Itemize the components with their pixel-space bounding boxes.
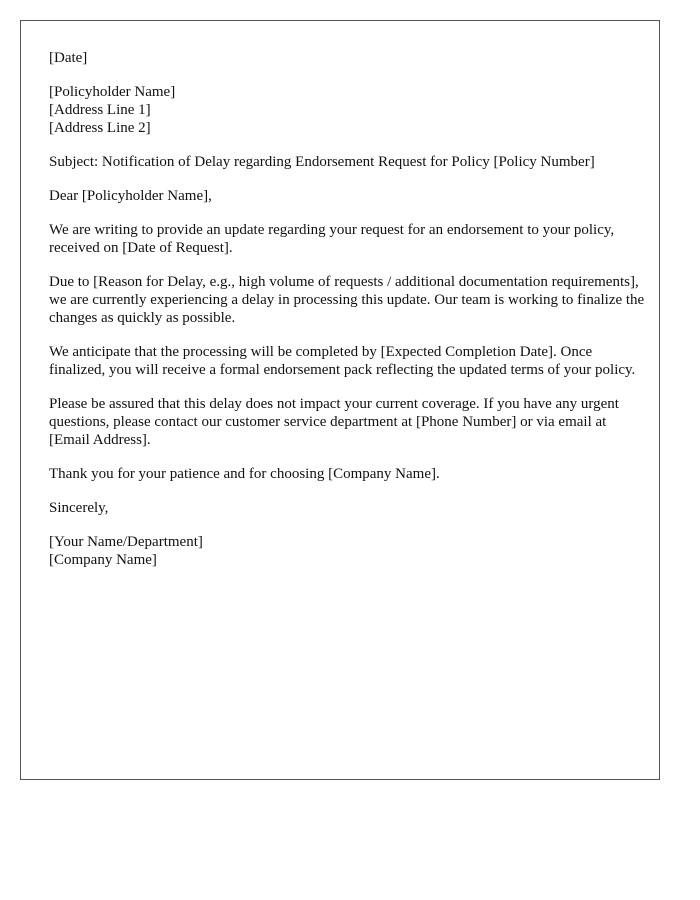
paragraph-expected-completion: We anticipate that the processing will be completed by [Expected Completion Date]. Once finalized, you will receive a formal endorsement pack reflecting the updated terms of your policy.: [49, 344, 636, 378]
letter-page: [20, 20, 660, 780]
paragraph-thank-you: Thank you for your patience and for choosing [Company Name].: [49, 466, 440, 482]
address-line-1: [Address Line 1]: [49, 102, 151, 118]
letter-closing: Sincerely,: [49, 500, 109, 516]
recipient-name: [Policyholder Name]: [49, 84, 176, 100]
signature-name-department: [Your Name/Department]: [49, 534, 203, 550]
signature-block: [49, 533, 649, 569]
letter-date: [Date]: [49, 50, 88, 66]
paragraph-intro: We are writing to provide an update regarding your request for an endorsement to your policy, received on [Date of Request].: [49, 222, 615, 256]
address-line-2: [Address Line 2]: [49, 120, 151, 136]
paragraph-delay-reason: Due to [Reason for Delay, e.g., high volume of requests / additional documentation requirements], we are currently experiencing a delay in processing this update. Our team is working to finalize the changes as quickly as possible.: [49, 274, 645, 326]
recipient-address: [49, 83, 649, 137]
letter-salutation: Dear [Policyholder Name],: [49, 188, 212, 204]
letter-body: [49, 49, 649, 585]
paragraph-coverage-assurance: Please be assured that this delay does not impact your current coverage. If you have any urgent questions, please contact our customer service department at [Phone Number] or via email at [Email Address].: [49, 396, 619, 448]
signature-company: [Company Name]: [49, 552, 157, 568]
letter-subject: Subject: Notification of Delay regarding Endorsement Request for Policy [Policy Number]: [49, 154, 595, 170]
